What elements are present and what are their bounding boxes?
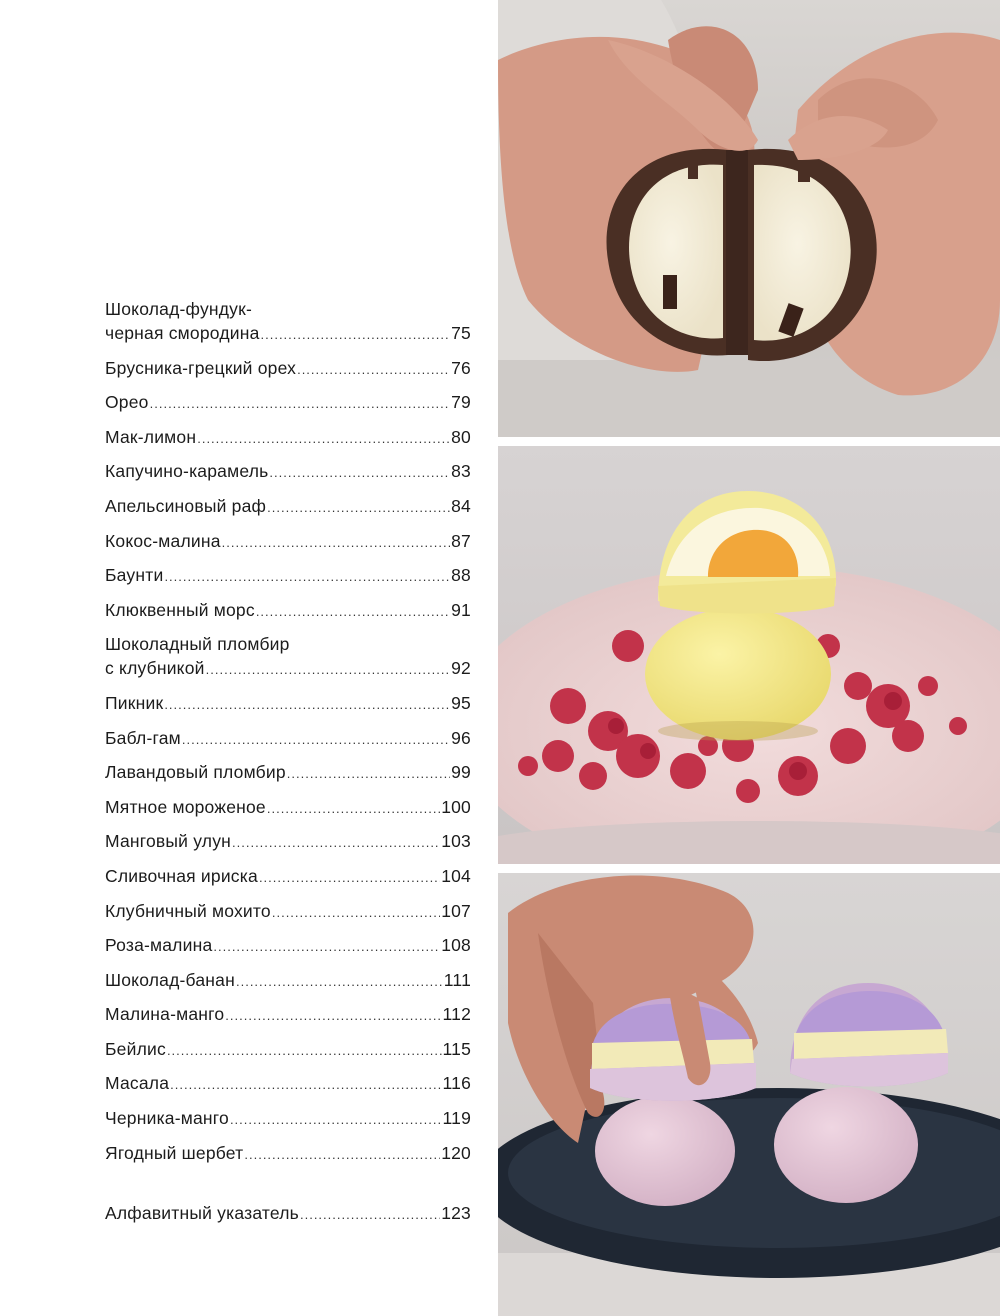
toc-entry-page: 119	[442, 1108, 471, 1129]
toc-entry-title-line1: Шоколадный пломбир	[105, 634, 290, 655]
toc-entry-title: Бабл-гам	[105, 727, 181, 748]
toc-entry-title: Сливочная ириска	[105, 865, 258, 886]
toc-entry-page: 103	[441, 831, 471, 852]
toc-entry-title: Пикник	[105, 692, 164, 713]
dot-leader	[232, 831, 440, 855]
toc-entry-page: 79	[451, 392, 471, 413]
toc-entry-title: с клубникой	[105, 658, 205, 679]
toc-entry-title: Роза-малина	[105, 935, 213, 956]
toc-entry-title: Бейлис	[105, 1038, 166, 1059]
toc-entry[interactable]	[105, 726, 471, 752]
toc-entry[interactable]	[105, 563, 471, 589]
dot-leader	[261, 323, 451, 347]
toc-entry-page: 87	[451, 530, 471, 551]
toc-entry-title: Кокос-малина	[105, 530, 221, 551]
toc-entry[interactable]	[105, 356, 471, 382]
toc-entry-page: 99	[451, 762, 471, 783]
toc-entry[interactable]	[105, 632, 471, 682]
dot-leader	[206, 658, 450, 682]
toc-entry-page: 84	[451, 495, 471, 516]
toc-entry-page: 75	[451, 323, 471, 343]
toc-entry[interactable]	[105, 691, 471, 717]
toc-entry-title: Мак-лимон	[105, 426, 197, 447]
toc-entry[interactable]	[105, 459, 471, 485]
toc-entry-page: 96	[451, 727, 471, 748]
dot-leader	[170, 1073, 441, 1097]
toc-entry[interactable]	[105, 297, 471, 347]
dot-leader	[297, 358, 450, 382]
toc-entry[interactable]	[105, 529, 471, 555]
dot-leader	[213, 935, 440, 959]
toc-entry-title: Малина-манго	[105, 1004, 225, 1025]
toc-entry[interactable]	[105, 1141, 471, 1167]
toc-entry-page: 123	[441, 1202, 471, 1223]
photo-chocolate-mochi-halves	[498, 0, 1000, 437]
dot-leader	[244, 1143, 440, 1167]
toc-entry[interactable]	[105, 494, 471, 520]
table-of-contents	[105, 297, 471, 1235]
toc-entry-title: Алфавитный указатель	[105, 1202, 299, 1223]
toc-entry-title-line1: Шоколад-фундук-	[105, 299, 253, 319]
dot-leader	[164, 565, 450, 589]
toc-entry[interactable]	[105, 933, 471, 959]
dot-leader	[197, 427, 450, 451]
dot-leader	[269, 461, 450, 485]
toc-entry-page: 108	[441, 935, 471, 956]
toc-entry[interactable]	[105, 390, 471, 416]
toc-entry-title: Манговый улун	[105, 831, 232, 852]
toc-entry-title: Капучино-карамель	[105, 461, 269, 482]
dot-leader	[272, 901, 440, 925]
toc-entry-page: 115	[442, 1038, 471, 1059]
toc-entry-page: 95	[451, 692, 471, 713]
toc-entry-title: Апельсиновый раф	[105, 495, 267, 516]
toc-entry-title: Орео	[105, 392, 149, 413]
dot-leader	[225, 1004, 441, 1028]
toc-entry[interactable]	[105, 864, 471, 890]
toc-entry[interactable]	[105, 968, 471, 994]
toc-entry-page: 76	[451, 357, 471, 378]
toc-entry[interactable]	[105, 1071, 471, 1097]
toc-entry-title: Масала	[105, 1073, 170, 1094]
toc-entry[interactable]	[105, 1106, 471, 1132]
dot-leader	[230, 1108, 442, 1132]
dot-leader	[150, 392, 451, 416]
toc-entry-title: Брусника-грецкий орех	[105, 357, 297, 378]
toc-entry-title: Ягодный шербет	[105, 1142, 244, 1163]
toc-entry-title: Шоколад-банан	[105, 969, 235, 990]
toc-entry-page: 111	[443, 969, 471, 990]
photo-yellow-mochi-on-plate	[498, 446, 1000, 864]
toc-entry-page: 92	[451, 658, 471, 679]
toc-entry[interactable]	[105, 795, 471, 821]
toc-entry-title: Мятное мороженое	[105, 796, 266, 817]
toc-entry[interactable]	[105, 829, 471, 855]
dot-leader	[267, 496, 450, 520]
toc-entry-title: черная смородина	[105, 323, 260, 343]
toc-entry[interactable]	[105, 760, 471, 786]
toc-entry-page: 120	[441, 1142, 471, 1163]
dot-leader	[300, 1203, 440, 1227]
dot-leader	[256, 600, 450, 624]
toc-entry-page: 100	[441, 796, 471, 817]
dot-leader	[236, 970, 443, 994]
toc-entry-title: Черника-манго	[105, 1108, 229, 1129]
dot-leader	[222, 531, 450, 555]
toc-entry[interactable]	[105, 598, 471, 624]
dot-leader	[164, 693, 450, 717]
toc-entry-title: Клюквенный морс	[105, 599, 255, 620]
toc-index-entry[interactable]	[105, 1201, 471, 1227]
dot-leader	[167, 1039, 442, 1063]
toc-entry-page: 88	[451, 565, 471, 586]
toc-entry-title: Лавандовый пломбир	[105, 762, 286, 783]
toc-entry-page: 104	[441, 865, 471, 886]
toc-entry-page: 107	[441, 900, 471, 921]
toc-entry-title: Клубничный мохито	[105, 900, 271, 921]
toc-entry[interactable]	[105, 425, 471, 451]
toc-entry[interactable]	[105, 1037, 471, 1063]
toc-entry-page: 116	[442, 1073, 471, 1094]
dot-leader	[287, 762, 450, 786]
toc-entry[interactable]	[105, 1002, 471, 1028]
dot-leader	[259, 866, 440, 890]
toc-entry-page: 112	[442, 1004, 471, 1025]
toc-entry-page: 80	[451, 426, 471, 447]
dot-leader	[267, 797, 440, 821]
toc-entry-page: 91	[451, 599, 471, 620]
photo-purple-mochi-on-dark-plate	[498, 873, 1000, 1316]
toc-entry-page: 83	[451, 461, 471, 482]
toc-entry-title: Баунти	[105, 565, 164, 586]
dot-leader	[182, 728, 450, 752]
toc-entry[interactable]	[105, 899, 471, 925]
